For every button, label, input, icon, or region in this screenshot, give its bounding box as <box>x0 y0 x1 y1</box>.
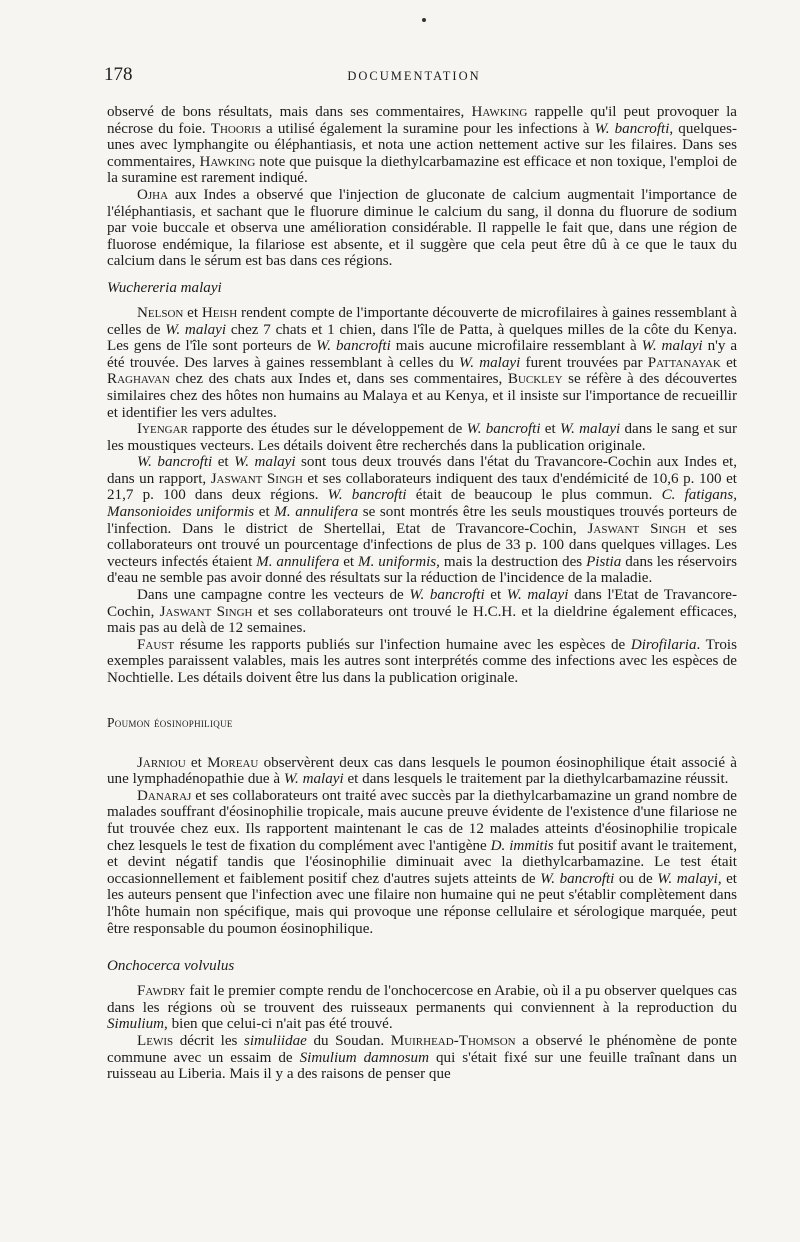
author-name: Faust <box>137 636 175 653</box>
paragraph <box>107 454 737 587</box>
author-name: Lewis <box>137 1032 174 1049</box>
text-run: décrit les <box>173 1032 244 1049</box>
text-run: Dans une campagne contre les vecteurs de <box>137 587 410 604</box>
species-name: W. bancrofti <box>409 587 485 604</box>
author-name: Thooris <box>210 120 261 137</box>
author-name: Jaswant Singh <box>159 603 253 620</box>
text-run: et ses collaborateurs ont trouvé le H.C.H. et la dieldrine également efficaces, mais pas au delà de 12 semaines. <box>107 603 737 637</box>
species-name: D. immitis <box>490 837 554 854</box>
text-run: ou de <box>614 870 658 887</box>
text-run: , bien que celui-ci n'ait pas été trouvé. <box>164 1016 393 1033</box>
species-name: W. bancrofti <box>594 120 670 137</box>
text-run: et <box>484 587 507 604</box>
species-name: W. malayi <box>165 321 227 338</box>
author-name: Fawdry <box>137 983 186 1000</box>
running-title: DOCUMENTATION <box>347 69 481 83</box>
text-run: a observé le phénomène de ponte commune avec un essaim de <box>107 1032 738 1066</box>
species-name: W. bancrofti <box>137 454 213 471</box>
text-run: et <box>212 454 235 471</box>
species-name: W. malayi <box>657 870 718 887</box>
paragraph <box>107 305 737 421</box>
paragraph <box>107 788 737 937</box>
text-run: se sont montrés être les seuls moustiques trouvés porteurs de l'infection. Dans le district de Shertellai, Etat de Travancore-Cochin, <box>107 504 737 537</box>
author-name: Jaswant Singh <box>587 520 686 537</box>
text-run: et <box>339 553 359 570</box>
species-name: W. bancrofti <box>327 487 407 504</box>
text-run: était de beaucoup le plus commun. <box>406 487 662 504</box>
text-run: n'y a été trouvée. Des larves à gaines ressemblant à celles du <box>107 338 738 371</box>
text-run: rendent compte de l'importante découverte de microfilaires à gaines ressemblant à celles de <box>107 304 737 338</box>
species-name: W. malayi <box>641 338 703 355</box>
subheading-wuchereria: Wuchereria malayi <box>107 279 222 296</box>
author-name: Pattanayak <box>647 354 721 371</box>
text-run: chez des chats aux Indes et, dans ses commentaires, <box>169 371 508 388</box>
species-name: W. bancrofti <box>466 421 541 438</box>
text-run: observèrent deux cas dans lesquels le poumon éosinophilique était associé à une lymphadénopathie due à <box>107 754 737 788</box>
text-run: , mais la destruction des <box>436 553 587 570</box>
species-name: W. malayi <box>506 587 569 604</box>
paragraph <box>107 104 737 187</box>
species-name: W. malayi <box>283 771 344 788</box>
text-run: et ses collaborateurs indiquent des taux d'endémicité de 10,6 p. 100 et 21,7 p. 100 dans deux régions. <box>107 470 737 504</box>
text-run: et <box>185 754 208 771</box>
author-name: Danaraj <box>137 787 192 804</box>
text-run: , quelques-unes avec lymphangite ou éléphantiasis, et nota une action nettement active sur les filaires. Dans ses commentaires, <box>107 120 737 170</box>
author-name: Nelson <box>137 304 184 321</box>
paragraph <box>107 187 737 270</box>
paragraph <box>107 587 737 637</box>
author-name: Heish <box>201 304 238 321</box>
text-run: du Soudan. <box>306 1032 391 1049</box>
running-head <box>104 64 724 92</box>
text-run: résume les rapports publiés sur l'infection humaine avec les espèces de <box>174 636 631 653</box>
text-run: , et les auteurs pensent que l'infection avec une filaire non humaine qui ne peut s'établir complètement dans l'hôte humain non spécifique, mais qui provoque une réponse cellulaire et sérologique marquée, peut être responsable du poumon éosinophilique. <box>107 870 737 937</box>
print-speck <box>422 18 426 22</box>
text-run: note que puisque la diethylcarbamazine est efficace et non toxique, l'emploi de la suramine est rarement indiqué. <box>107 153 737 187</box>
page-body <box>107 104 737 1083</box>
text-run: qui s'était fixé sur une feuille traînant dans un ruisseau au Liberia. Mais il y a des raisons de penser que <box>107 1049 737 1083</box>
species-name: C. fatigans, Mansonioides uniformis <box>107 487 737 521</box>
species-name: Pistia <box>586 553 622 570</box>
text-run: dans le sang et sur les moustiques vecteurs. Les détails doivent être recherchés dans la publication originale. <box>107 421 738 454</box>
text-run: . Trois exemples paraissent valables, mais les autres sont interprétés comme des infections avec les espèces de Nochtielle. Les détails doivent être lus dans la publication originale. <box>107 636 737 686</box>
author-name: Buckley <box>507 371 563 388</box>
author-name: Hawking <box>199 153 256 170</box>
text-run: et <box>540 421 560 438</box>
species-name: simuliidae <box>243 1032 307 1049</box>
species-name: M. uniformis <box>358 553 437 570</box>
text-run: se réfère à des découvertes similaires chez des hôtes non humains au Malaya et au Kenya, et il insiste sur l'importance de recueillir et identifier les vers adultes. <box>107 371 738 421</box>
text-run: fut positif avant le traitement, et devint négatif tandis que l'éosinophilie diminuait avec la diethylcarbamazine. Le test était occasionnellement et faiblement positif chez d'autres sujets atteints de <box>107 837 737 887</box>
text-run: sont tous deux trouvés dans l'état du Travancore-Cochin aux Indes et, dans un rapport, <box>107 454 737 487</box>
text-run: a utilisé également la suramine pour les infections à <box>260 120 595 137</box>
text-run: et <box>720 354 737 371</box>
species-name: Simulium <box>107 1016 165 1033</box>
author-name: Moreau <box>207 754 259 771</box>
text-run: et <box>183 304 202 321</box>
text-run: et <box>254 504 275 521</box>
text-run: rapporte des études sur le développement de <box>187 421 467 438</box>
author-name: Ojha <box>137 186 169 203</box>
text-run: et dans lesquels le traitement par la diethylcarbamazine réussit. <box>343 771 729 788</box>
species-name: W. bancrofti <box>540 870 615 887</box>
species-name: W. bancrofti <box>316 338 391 355</box>
author-name: Raghavan <box>107 371 170 388</box>
section-heading-poumon: Poumon éosinophilique <box>107 714 233 730</box>
page-number: 178 <box>104 64 133 85</box>
text-run: aux Indes a observé que l'injection de gluconate de calcium augmentait l'importance de l'éléphantiasis, et sachant que le fluorure diminue le calcium du sang, il donna du fluorure de sodium par voie buccale et observa une amélioration considérable. Il rappelle le fait que, dans une région de fluorose endémique, la filariose est absente, et il suggère que cela peut être dû à ce que le taux du calcium dans le sérum est bas dans ces régions. <box>107 186 737 270</box>
text-run: et ses collaborateurs ont trouvé un pourcentage d'infections de plus de 33 p. 100 dans quelques villages. Les vecteurs infectés étaient <box>107 520 738 570</box>
paragraph <box>107 1033 737 1083</box>
author-name: Jaswant Singh <box>210 470 303 487</box>
text-run: mais aucune microfilaire ressemblant à <box>390 338 642 355</box>
text-run: rappelle qu'il peut provoquer la nécrose du foie. <box>107 104 738 137</box>
text-run: dans les réservoirs d'eau ne semble pas avoir donné des résultats sur la réduction de l'incidence de la maladie. <box>107 553 737 587</box>
species-name: W. malayi <box>559 421 621 438</box>
text-run: chez 7 chats et 1 chien, dans l'île de Patta, à quelques milles de la côte du Kenya. Les gens de l'île sont porteurs de <box>107 321 737 355</box>
paragraph <box>107 983 737 1033</box>
paragraph <box>107 755 737 788</box>
author-name: Iyengar <box>137 421 188 438</box>
author-name: Hawking <box>471 104 528 120</box>
text-run: et ses collaborateurs ont traité avec succès par la diethylcarbamazine un grand nombre de malades souffrant d'éosinophilie tropicale, mais aucune preuve évidente de l'existence d'une filariose ne fut trouvée chez eux. Ils rapportent maintenant le cas de 12 malades atteints d'éosinophilie tropicale chez lesquels le test de fixation du complément avec l'antigène <box>107 787 737 854</box>
species-name: Dirofilaria <box>630 636 697 653</box>
species-name: M. annulifera <box>274 504 359 521</box>
species-name: M. annulifera <box>256 553 340 570</box>
text-run: fait le premier compte rendu de l'onchocercose en Arabie, où il a pu observer quelques cas dans les régions où se trouvent des ruisseaux permanents qui conviennent à la reproduction du <box>107 983 737 1016</box>
paragraph <box>107 421 737 454</box>
paragraph <box>107 637 737 687</box>
species-name: W. malayi <box>459 354 521 371</box>
author-name: Jarniou <box>137 754 186 771</box>
species-name: Simulium damnosum <box>299 1049 430 1066</box>
author-name: Muirhead-Thomson <box>390 1032 516 1049</box>
text-run: observé de bons résultats, mais dans ses commentaires, <box>107 104 472 120</box>
subheading-onchocerca: Onchocerca volvulus <box>107 958 235 975</box>
text-run: dans l'Etat de Travancore-Cochin, <box>107 587 737 620</box>
text-run: furent trouvées par <box>520 354 648 371</box>
species-name: W. malayi <box>234 454 296 471</box>
